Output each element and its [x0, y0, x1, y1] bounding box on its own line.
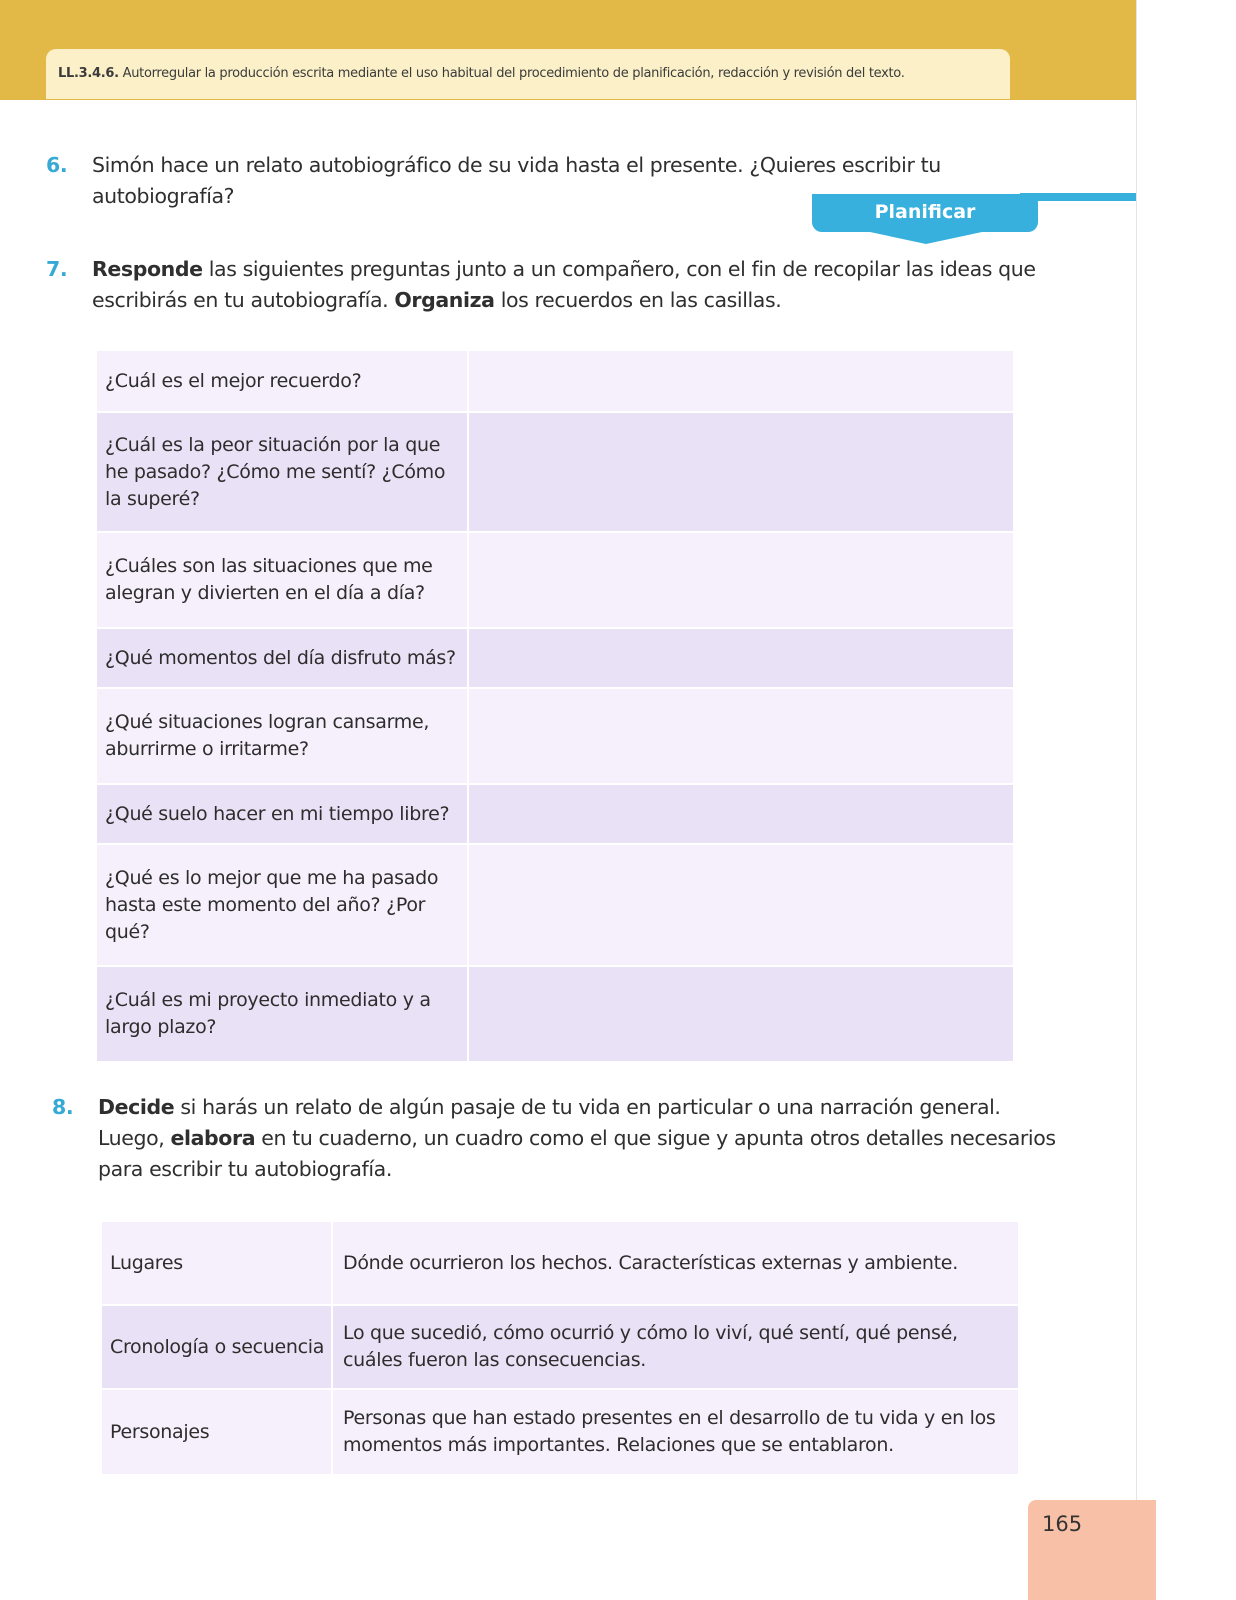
activity-number: 6.	[46, 153, 68, 177]
page-edge	[1136, 0, 1236, 1600]
instruction-verb: Organiza	[394, 288, 495, 312]
detail-description: Lo que sucedió, cómo ocurrió y cómo lo viví, qué sentí, qué pensé, cuáles fueron las consecuencias.	[332, 1305, 1019, 1389]
skill-standard	[58, 66, 905, 81]
table-row	[96, 966, 1014, 1062]
activity-text	[98, 1092, 1060, 1185]
instruction-text: si harás un relato de algún pasaje de tu vida en particular o una narración general. Luego,	[98, 1095, 1001, 1150]
table-row	[96, 844, 1014, 966]
memories-table	[95, 349, 1015, 1063]
activity-number: 8.	[52, 1095, 74, 1119]
activity-text: Simón hace un relato autobiográfico de su vida hasta el presente. ¿Quieres escribir tu autobiografía?	[92, 153, 941, 208]
activity-number: 7.	[46, 257, 68, 281]
question-cell: ¿Qué momentos del día disfruto más?	[96, 628, 468, 688]
section-tab-point	[870, 232, 982, 244]
answer-cell[interactable]	[468, 844, 1014, 966]
answer-cell[interactable]	[468, 688, 1014, 784]
detail-description: Dónde ocurrieron los hechos. Características externas y ambiente.	[332, 1221, 1019, 1305]
page-number-tab	[1028, 1500, 1156, 1600]
question-cell: ¿Qué suelo hacer en mi tiempo libre?	[96, 784, 468, 844]
question-cell: ¿Cuáles son las situaciones que me alegran y divierten en el día a día?	[96, 532, 468, 628]
answer-cell[interactable]	[468, 532, 1014, 628]
instruction-verb: elabora	[170, 1126, 256, 1150]
table-row	[96, 628, 1014, 688]
answer-cell[interactable]	[468, 784, 1014, 844]
instruction-text: en tu cuaderno, un cuadro como el que sigue y apunta otros detalles necesarios para escribir tu autobiografía.	[98, 1126, 1056, 1181]
table-row	[96, 532, 1014, 628]
table-row	[96, 784, 1014, 844]
question-cell: ¿Qué es lo mejor que me ha pasado hasta este momento del año? ¿Por qué?	[96, 844, 468, 966]
table-row	[101, 1305, 1019, 1389]
answer-cell[interactable]	[468, 966, 1014, 1062]
table-row	[101, 1389, 1019, 1475]
activity-text	[92, 254, 1062, 316]
table-row	[101, 1221, 1019, 1305]
page-number: 165	[1042, 1512, 1083, 1536]
question-cell: ¿Cuál es el mejor recuerdo?	[96, 350, 468, 412]
detail-label: Personajes	[101, 1389, 332, 1475]
instruction-verb: Responde	[92, 257, 203, 281]
skill-description: Autorregular la producción escrita mediante el uso habitual del procedimiento de planificación, redacción y revisión del texto.	[122, 66, 905, 81]
header-band	[0, 0, 1136, 100]
instruction-verb: Decide	[98, 1095, 175, 1119]
question-cell: ¿Cuál es la peor situación por la que he pasado? ¿Cómo me sentí? ¿Cómo la superé?	[96, 412, 468, 532]
skill-code: LL.3.4.6.	[58, 66, 119, 81]
table-row	[96, 412, 1014, 532]
question-cell: ¿Qué situaciones logran cansarme, aburrirme o irritarme?	[96, 688, 468, 784]
detail-label: Lugares	[101, 1221, 332, 1305]
instruction-text: los recuerdos en las casillas.	[494, 288, 782, 312]
table-row	[96, 350, 1014, 412]
answer-cell[interactable]	[468, 412, 1014, 532]
answer-cell[interactable]	[468, 350, 1014, 412]
detail-label: Cronología o secuencia	[101, 1305, 332, 1389]
answer-cell[interactable]	[468, 628, 1014, 688]
section-tab-planificar: Planificar	[812, 194, 1038, 232]
detail-description: Personas que han estado presentes en el desarrollo de tu vida y en los momentos más importantes. Relaciones que se entablaron.	[332, 1389, 1019, 1475]
table-row	[96, 688, 1014, 784]
details-table	[100, 1220, 1020, 1476]
instruction-text: las siguientes preguntas junto a un compañero, con el fin de recopilar las ideas que escribirás en tu autobiografía.	[92, 257, 1036, 312]
question-cell: ¿Cuál es mi proyecto inmediato y a largo plazo?	[96, 966, 468, 1062]
skill-standard-box	[46, 49, 1010, 99]
